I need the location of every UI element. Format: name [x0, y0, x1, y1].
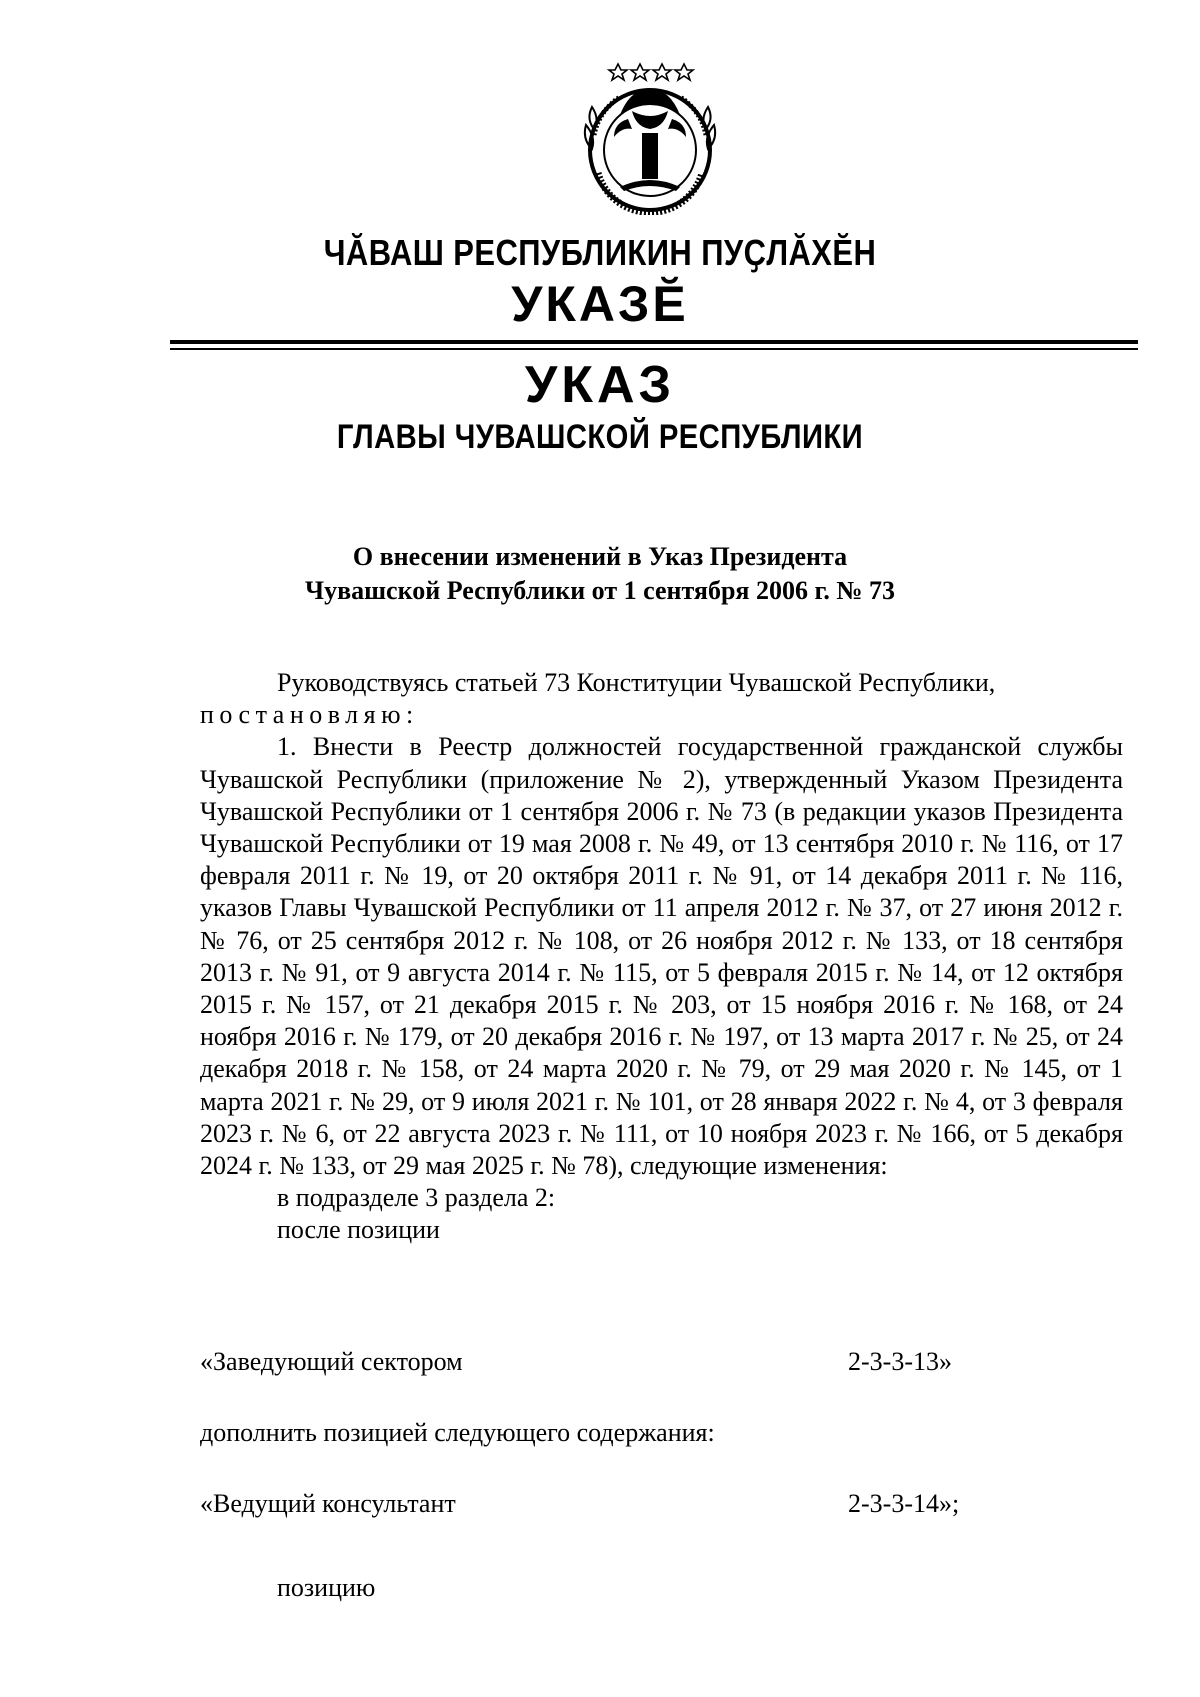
position-2-code: 2-3-3-14»; — [848, 1489, 960, 1518]
chuvash-header-ukaze: УКАЗӖ — [511, 276, 689, 332]
supplement-line: дополнить позицией следующего содержания: — [200, 1418, 715, 1447]
document-body — [200, 667, 1123, 1247]
header-divider-thin — [170, 348, 1138, 350]
russian-header-subtitle: ГЛАВЫ ЧУВАШСКОЙ РЕСПУБЛИКИ — [336, 418, 864, 456]
subsection-line: в подразделе 3 раздела 2: — [277, 1183, 556, 1213]
item-1: 1. Внести в Реестр должностей государственной гражданской службы Чувашской Республики (приложение № 2), утвержденный Указом Президента Чувашской Республики от 1 сентября 2006 г. № 73 (в редакции указов Президента Чувашской Республики от 19 мая 2008 г. № 49, от 13 сентября 2010 г. № 116, от 17 февраля 2011 г. № 19, от 20 октября 2011 г. № 91, от 14 декабря 2011 г. № 116, указов Главы Чувашской Республики от 11 апреля 2012 г. № 37, от 27 июня 2012 г. № 76, от 25 сентября 2012 г. № 108, от 26 ноября 2012 г. № 133, от 18 сентября 2013 г. № 91, от 9 августа 2014 г. № 115, от 5 февраля 2015 г. № 14, от 12 октября 2015 г. № 157, от 21 декабря 2015 г. № 203, от 15 ноября 2016 г. № 168, от 24 ноября 2016 г. № 179, от 20 декабря 2016 г. № 197, от 13 марта 2017 г. № 25, от 24 декабря 2018 г. № 158, от 24 марта 2020 г. № 79, от 29 мая 2020 г. № 145, от 1 марта 2021 г. № 29, от 9 июля 2021 г. № 101, от 28 января 2022 г. № 4, от 3 февраля 2023 г. № 6, от 22 августа 2023 г. № 111, от 10 ноября 2023 г. № 166, от 5 декабря 2024 г. № 133, от 29 мая 2025 г. № 78), следующие изменения: — [200, 732, 1123, 1181]
document-title-line2: Чувашской Республики от 1 сентября 2006 г. № 73 — [304, 576, 895, 605]
header-divider-thick — [170, 340, 1138, 344]
after-position-line: после позиции — [277, 1215, 440, 1245]
preamble: Руководствуясь статьей 73 Конституции Чувашской Республики, — [277, 668, 996, 697]
position-2-name: «Ведущий консультант — [200, 1489, 456, 1518]
chuvash-header-title: ЧӐВАШ РЕСПУБЛИКИН ПУҪЛӐХӖН — [323, 232, 877, 273]
coat-of-arms-icon — [580, 55, 720, 215]
position-word: позицию — [277, 1573, 376, 1602]
russian-header-ukaz: УКАЗ — [524, 356, 676, 414]
document-title — [0, 540, 1200, 608]
decree-word: постановляю: — [200, 700, 419, 730]
document-title-line1: О внесении изменений в Указ Президента — [352, 542, 848, 571]
position-1-name: «Заведующий сектором — [200, 1347, 463, 1376]
position-1-code: 2-3-3-13» — [848, 1347, 952, 1376]
